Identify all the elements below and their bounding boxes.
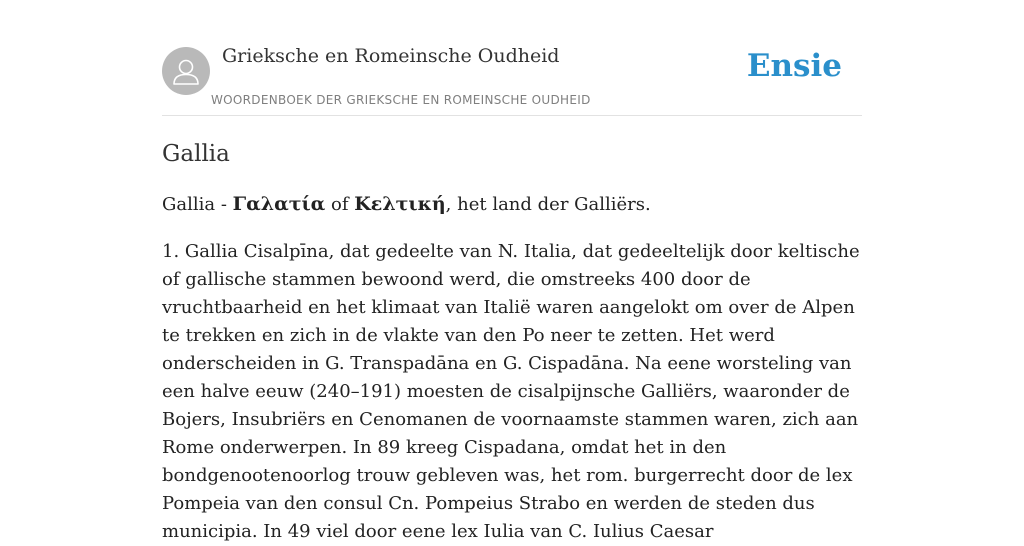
source-avatar[interactable] [162, 47, 210, 95]
source-subtitle: WOORDENBOEK DER GRIEKSCHE EN ROMEINSCHE OUDHEID [211, 93, 591, 107]
lead-prefix: Gallia - [162, 194, 233, 215]
entry-title: Gallia [162, 141, 230, 167]
entry-paragraph-1: 1. Gallia Cisalpīna, dat gedeelte van N. Italia, dat gedeeltelijk door keltische of gallische stammen bewoond werd, die omstreeks 400 door de vruchtbaarheid en het klimaat van Italië waren aangelokt om over de Alpen te trekken en zich in de vlakte van den Po neer te zetten. Het werd onderscheiden in G. Transpadāna en G. Cispadāna. Na eene worsteling van een halve eeuw (240–191) moesten de cisalpijnsche Galliërs, waaronder de Bojers, Insubriërs en Cenomanen de voornaamste stammen waren, zich aan Rome onderwerpen. In 89 kreeg Cispadana, omdat het in den bondgenootenoorlog trouw gebleven was, het rom. burgerrecht door de lex Pompeia van den consul Cn. Pompeius Strabo en werden de steden dus municipia. In 49 viel door eene lex Iulia van C. Iulius Caesar [162, 241, 860, 542]
greek-term-galatia: Γαλατία [232, 193, 326, 215]
entry-lead [162, 190, 862, 219]
user-icon [162, 47, 210, 95]
greek-term-keltike: Κελτική [354, 193, 446, 215]
lead-connector: of [325, 194, 355, 215]
source-title-link[interactable]: Grieksche en Romeinsche Oudheid [222, 45, 560, 67]
ensie-logo[interactable]: Ensie [746, 48, 842, 84]
lead-suffix: , het land der Galliërs. [445, 194, 651, 215]
entry-content [162, 138, 862, 546]
header [162, 0, 862, 116]
